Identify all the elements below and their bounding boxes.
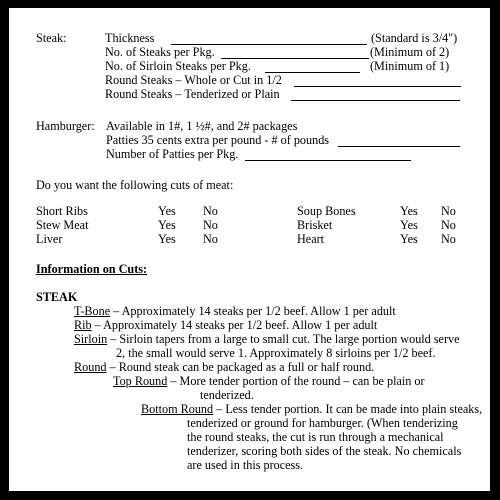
info-top-round — [113, 374, 425, 388]
bottom-round-text: – Less tender portion. It can be made into plain steaks, — [213, 402, 483, 416]
hamburger-label: Hamburger: — [36, 119, 95, 133]
round-whole-or-cut-blank[interactable] — [294, 86, 461, 87]
tbone-name: T-Bone — [74, 304, 111, 318]
cut-stew-meat-no[interactable]: No — [203, 218, 218, 232]
cut-brisket-no[interactable]: No — [441, 218, 456, 232]
thickness-label: Thickness — [105, 31, 155, 45]
order-form-page — [9, 8, 490, 491]
patties-pounds-label: Patties 35 cents extra per pound - # of pounds — [106, 133, 330, 147]
cut-heart: Heart — [297, 232, 325, 246]
cut-short-ribs-yes[interactable]: Yes — [158, 204, 176, 218]
cut-brisket-yes[interactable]: Yes — [400, 218, 418, 232]
cut-stew-meat-yes[interactable]: Yes — [158, 218, 176, 232]
cut-short-ribs: Short Ribs — [36, 204, 88, 218]
round-name: Round — [74, 360, 107, 374]
steaks-per-pkg-note: (Minimum of 2) — [370, 45, 450, 59]
cut-liver: Liver — [36, 232, 63, 246]
info-rib — [74, 318, 377, 332]
round-tenderized-blank[interactable] — [291, 100, 460, 101]
cuts-question: Do you want the following cuts of meat: — [36, 178, 234, 192]
cut-liver-no[interactable]: No — [203, 232, 218, 246]
sirloin-text: – Sirloin tapers from a large to small cut. The large portion would serve — [107, 332, 460, 346]
info-top-round-cont: tenderized. — [200, 388, 254, 402]
cut-heart-yes[interactable]: Yes — [400, 232, 418, 246]
thickness-note: (Standard is 3/4") — [371, 31, 458, 45]
steak-heading: STEAK — [36, 290, 78, 304]
sirloin-per-pkg-label: No. of Sirloin Steaks per Pkg. — [105, 59, 251, 73]
cut-heart-no[interactable]: No — [441, 232, 456, 246]
round-text: – Round steak can be packaged as a full or half round. — [106, 360, 375, 374]
rib-name: Rib — [74, 318, 92, 332]
info-round — [74, 360, 374, 374]
patties-pounds-blank[interactable] — [338, 146, 460, 147]
info-heading: Information on Cuts: — [36, 262, 148, 276]
info-tbone — [74, 304, 396, 318]
cut-soup-bones: Soup Bones — [297, 204, 356, 218]
info-bottom-round-cont-1: tenderized or ground for hamburger. (When tenderizing — [187, 416, 458, 430]
cut-stew-meat: Stew Meat — [36, 218, 89, 232]
bottom-round-name: Bottom Round — [141, 402, 214, 416]
sirloin-name: Sirloin — [74, 332, 108, 346]
info-sirloin-cont: 2, the small would serve 1. Approximately 8 sirloins per 1/2 beef. — [116, 346, 436, 360]
info-bottom-round — [141, 402, 482, 416]
round-whole-or-cut-label: Round Steaks – Whole or Cut in 1/2 — [105, 73, 282, 87]
info-bottom-round-cont-3: tenderizer, scoring both sides of the steak. No chemicals — [187, 444, 462, 458]
tbone-text: – Approximately 14 steaks per 1/2 beef. Allow 1 per adult — [110, 304, 396, 318]
rib-text: – Approximately 14 steaks per 1/2 beef. Allow 1 per adult — [91, 318, 378, 332]
steak-label: Steak: — [36, 31, 67, 45]
cut-brisket: Brisket — [297, 218, 333, 232]
cut-soup-bones-yes[interactable]: Yes — [400, 204, 418, 218]
round-tenderized-label: Round Steaks – Tenderized or Plain — [105, 87, 280, 101]
steaks-per-pkg-label: No. of Steaks per Pkg. — [105, 45, 215, 59]
hamburger-packages: Available in 1#, 1 ½#, and 2# packages — [106, 119, 298, 133]
patties-per-pkg-label: Number of Patties per Pkg. — [106, 147, 239, 161]
cut-short-ribs-no[interactable]: No — [203, 204, 218, 218]
info-bottom-round-cont-2: the round steaks, the cut is run through a mechanical — [187, 430, 444, 444]
cut-liver-yes[interactable]: Yes — [158, 232, 176, 246]
top-round-name: Top Round — [113, 374, 168, 388]
info-bottom-round-cont-4: are used in this process. — [187, 458, 304, 472]
top-round-text: – More tender portion of the round – can be plain or — [167, 374, 425, 388]
info-sirloin — [74, 332, 460, 346]
cut-soup-bones-no[interactable]: No — [441, 204, 456, 218]
sirloin-per-pkg-note: (Minimum of 1) — [370, 59, 450, 73]
patties-per-pkg-blank[interactable] — [245, 160, 411, 161]
